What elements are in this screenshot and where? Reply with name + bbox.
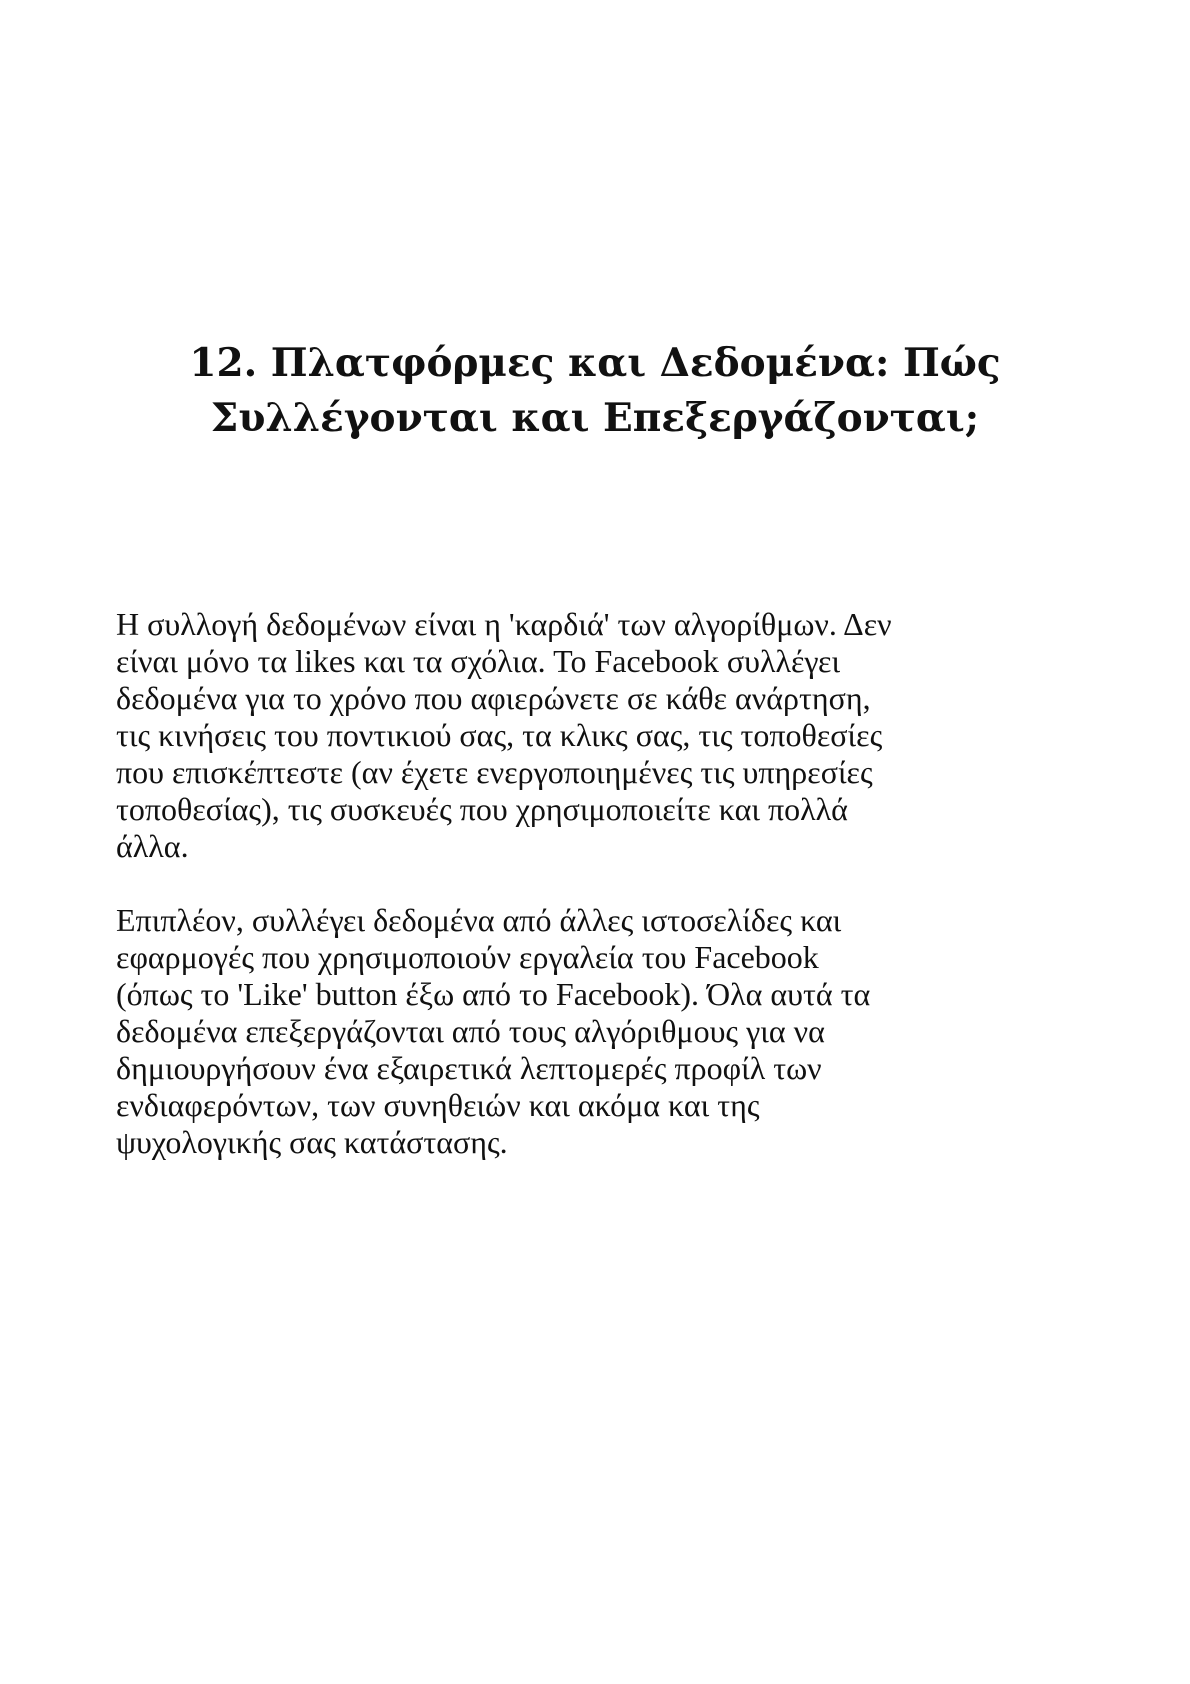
chapter-title bbox=[118, 336, 1072, 446]
text-line: Επιπλέον, συλλέγει δεδομένα από άλλες ιστοσελίδες και bbox=[116, 902, 842, 938]
text-line: εφαρμογές που χρησιμοποιούν εργαλεία του Facebook bbox=[116, 939, 819, 975]
paragraph-data-collection bbox=[116, 606, 1076, 865]
text-line: ενδιαφερόντων, των συνηθειών και ακόμα και της bbox=[116, 1087, 760, 1123]
text-line: Η συλλογή δεδομένων είναι η 'καρδιά' των αλγορίθμων. Δεν bbox=[116, 606, 892, 642]
text-line: δεδομένα για το χρόνο που αφιερώνετε σε κάθε ανάρτηση, bbox=[116, 680, 871, 716]
paragraph-data-processing bbox=[116, 902, 1076, 1161]
text-line: δημιουργήσουν ένα εξαιρετικά λεπτομερές προφίλ των bbox=[116, 1050, 822, 1086]
text-line: είναι μόνο τα likes και τα σχόλια. Το Facebook συλλέγει bbox=[116, 643, 841, 679]
chapter-title-line: Συλλέγονται και Επεξεργάζονται; bbox=[210, 395, 980, 441]
text-line: ψυχολογικής σας κατάστασης. bbox=[116, 1124, 508, 1160]
text-line: που επισκέπτεστε (αν έχετε ενεργοποιημένες τις υπηρεσίες bbox=[116, 754, 873, 790]
text-line: (όπως το 'Like' button έξω από το Facebook). Όλα αυτά τα bbox=[116, 976, 871, 1012]
text-line: τις κινήσεις του ποντικιού σας, τα κλικς σας, τις τοποθεσίες bbox=[116, 717, 883, 753]
text-line: δεδομένα επεξεργάζονται από τους αλγόριθμους για να bbox=[116, 1013, 825, 1049]
chapter-body bbox=[116, 606, 1076, 1198]
text-line: άλλα. bbox=[116, 828, 189, 864]
text-line: τοποθεσίας), τις συσκευές που χρησιμοποιείτε και πολλά bbox=[116, 791, 848, 827]
chapter-title-line: 12. Πλατφόρμες και Δεδομένα: Πώς bbox=[189, 340, 1001, 386]
